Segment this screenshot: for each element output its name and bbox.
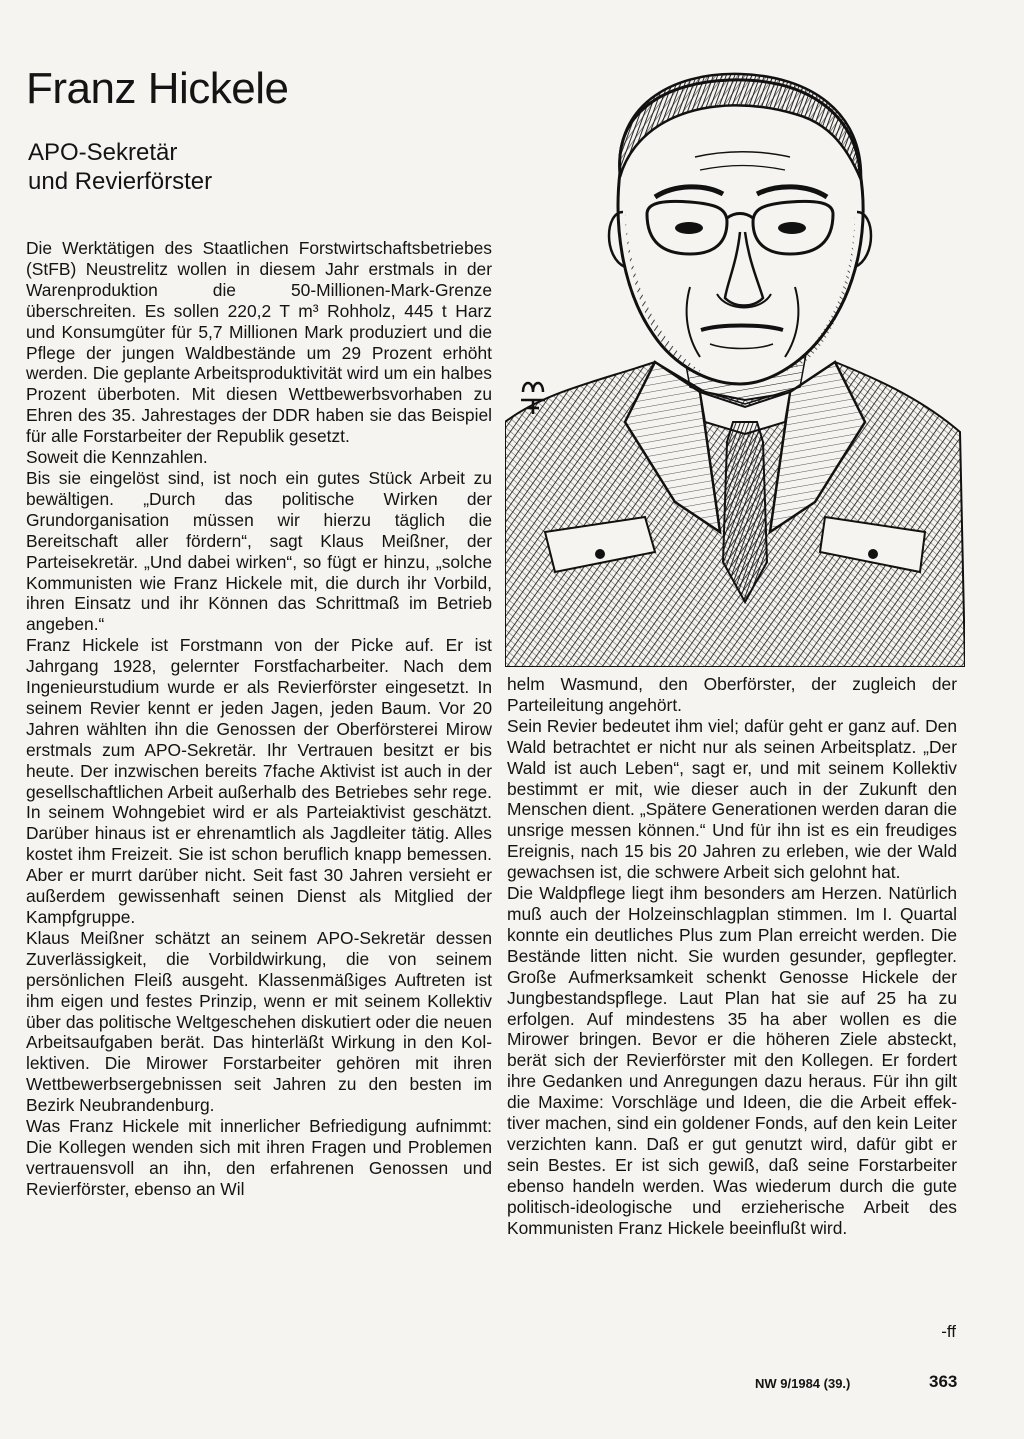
paragraph-colleagues: Was Franz Hickele mit innerlicher Befriedigung aufnimmt: Die Kollegen wenden sich mit ihren Fragen und Problemen vertrauensvoll an ihn, den erfahrenen Genossen und Revierförster, ebenso an Wil (26, 1116, 492, 1199)
article-title: Franz Hickele (26, 64, 289, 113)
paragraph-quote-meissner: Bis sie eingelöst sind, ist noch ein gutes Stück Arbeit zu bewältigen. „Durch das politische Wirken der Grundorganisation müssen wir hierzu täglich die Bereitschaft aller fördern“, sagt Klaus Meißner, der Parteisekretär. „Und dabei wirken“, so fügt er hinzu, „solche Kommunisten wie Franz Hickele mit, die durch ihr Vorbild, ihren Einsatz und ihr Können das Schrittmaß im Betrieb angeben.“ (26, 467, 492, 635)
subtitle-line-2: und Revierförster (28, 168, 213, 195)
paragraph-biography: Franz Hickele ist Forstmann von der Picke auf. Er ist Jahrgang 1928, gelernter Forstfacharbeiter. Nach dem Ingenieurstudium wurde er als Revierförster eingesetzt. In seinem Revier kennt er jeden Jagen, jeden Baum. Vor 20 Jahren wählten ihn die Genossen der Oberförsterei Mirow erstmals zum APO-Sekretär. Ihr Vertrauen besitzt er bis heute. Der inzwischen bereits 7fache Aktivist ist auch in der gesellschaftlichen Arbeit außerhalb des Betriebes sehr rege. In seinem Wohngebiet wird er als Parteiaktivist geschätzt. Darüber hinaus ist er ehrenamtlich als Jagdleiter tätig. Alles kostet ihm Freizeit. Sie ist schon beruflich knapp bemessen. Aber er murrt darüber nicht. Seit fast 30 Jahren versieht er außerdem gewissenhaft seinen Dienst als Mitglied der Kampfgruppe. (26, 635, 492, 927)
paragraph-continuation: helm Wasmund, den Oberförster, der zugleich der Parteileitung angehört. (507, 674, 957, 715)
page-number: 363 (929, 1372, 958, 1391)
author-signature: -ff (941, 1322, 956, 1341)
article-column-right (507, 674, 957, 1238)
issue-reference: NW 9/1984 (39.) (755, 1376, 851, 1391)
article-subtitle (28, 138, 358, 196)
paragraph-kennzahlen: Soweit die Kennzahlen. (26, 447, 208, 468)
subtitle-line-1: APO-Sekretär (28, 139, 178, 166)
article-column-left (26, 238, 492, 1200)
paragraph-revier: Sein Revier bedeutet ihm viel; dafür geht er ganz auf. Den Wald betrachtet er nicht nur als seinen Arbeitsplatz. „Der Wald ist auch Leben“, sagt er, und mit seinem Kollektiv bestimmt er mit, wie dieser auch in der Zukunft den Menschen dient. „Spätere Generationen werden daran die unsrige messen können.“ Und für ihn ist es ein freudiges Ereignis, nach 15 bis 20 Jahren zu erleben, wie der Wald gewachsen ist, die schwere Arbeit sich gelohnt hat. (507, 715, 957, 883)
paragraph-intro: Die Werktätigen des Staatlichen Forstwirtschaftsbetriebes (StFB) Neustrelitz wollen in diesem Jahr erstmals in der Warenproduktion die 50-Millionen-Mark-Grenze überschreiten. Es sollen 220,2 T m³ Rohholz, 445 t Harz und Konsumgüter für 5,7 Millionen Mark produziert und die Pflege der jungen Waldbestände um 29 Prozent erhöht werden. Die geplante Arbeitsproduktivität wird um ein halbes Prozent überboten. Mit diesen Wettbewerbsvorhaben zu Ehren des 35. Jahrestages der DDR haben sie das Beispiel für alle Forstarbeiter der Republik gesetzt. (26, 238, 492, 447)
paragraph-reliability: Klaus Meißner schätzt an seinem APO-Sekretär dessen Zuverlässigkeit, die Vorbildwirkung, die von seinem persönlichen Fleiß ausgeht. Klassenmäßiges Auftreten ist ihm eigen und festes Prinzip, wenn er mit seinem Kollektiv über das politische Weltgeschehen diskutiert oder die neuen Arbeitsaufgaben berät. Das hinterläßt Wirkung in den Kollektiven. Die Mirower Forstarbeiter gehören mit ihren Wettbewerbsergebnissen seit Jahren zu den besten im Bezirk Neubrandenburg. (26, 927, 492, 1116)
paragraph-waldpflege: Die Waldpflege liegt ihm besonders am Herzen. Natürlich muß auch der Holzeinschlagplan stimmen. Im I. Quartal konnte ein deutliches Plus zum Plan erreicht werden. Die Bestände litten nicht. Sie wurden gesunder, gepflegter. Große Aufmerksamkeit schenkt Genosse Hickele der Jungbestandspflege. Laut Plan hat sie auf 25 ha zu erfolgen. Auf mindestens 35 ha aber wollen es die Mirower bringen. Bevor er die höheren Ziele absteckt, berät sich der Revierförster mit den Kollegen. Er fordert ihre Gedanken und Anregungen dazu heraus. Für ihn gilt die Maxime: Vorschläge und Ideen, die die Arbeit effektiver machen, sind ein goldener Fonds, auf den kein Leiter verzichten kann. Daß er gut genutzt wird, dafür gibt er sein Bestes. Er ist sich gewiß, daß seine Forstarbeiter ebenso handeln werden. Was wiederum durch die gute politisch-ideologische und erzieherische Arbeit des Kommunisten Franz Hickele beeinflußt wird. (507, 883, 957, 1238)
portrait-sketch-icon (505, 62, 965, 667)
